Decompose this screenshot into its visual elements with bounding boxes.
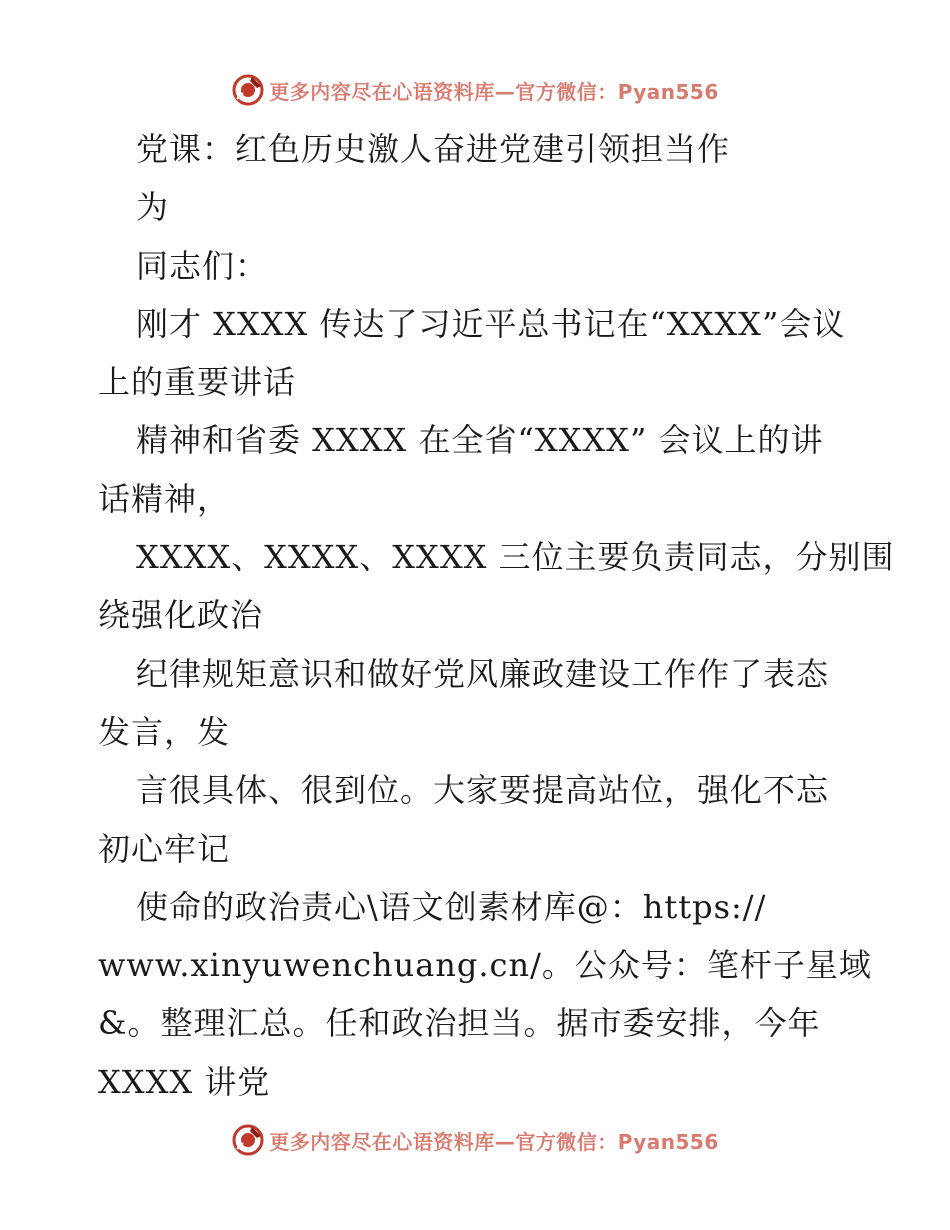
watermark-footer: [0, 1120, 950, 1160]
text-line: 绕强化政治: [98, 596, 264, 635]
watermark-header: [0, 70, 950, 110]
logo-icon: [231, 1123, 265, 1157]
text-line: 发言，发: [98, 712, 231, 751]
text-line: 言很具体、很到位。大家要提高站位，强化不忘: [136, 771, 830, 810]
logo-icon: [231, 73, 265, 107]
text-line: 刚才 XXXX 传达了习近平总书记在“XXXX”会议: [136, 304, 846, 343]
text-line: &。整理汇总。任和政治担当。据市委安排，今年: [98, 1004, 821, 1043]
text-line: 为: [136, 188, 170, 227]
text-line: 初心牢记: [98, 829, 231, 868]
text-line: 使命的政治责心\语文创素材库@：https://: [136, 887, 767, 926]
text-line: 纪律规矩意识和做好党风廉政建设工作作了表态: [136, 654, 830, 693]
text-line: XXXX、XXXX、XXXX 三位主要负责同志，分别围: [136, 538, 895, 577]
text-line: 话精神，: [98, 479, 231, 518]
text-line: 党课：红色历史激人奋进党建引领担当作: [136, 130, 731, 168]
watermark-text: 更多内容尽在心语资料库—官方微信：Pyan556: [269, 1129, 719, 1154]
document-body: [98, 120, 895, 1111]
text-line: www.xinyuwenchuang.cn/。公众号：笔杆子星域: [98, 946, 872, 985]
text-line: 上的重要讲话: [98, 363, 297, 402]
text-line: XXXX 讲党: [98, 1062, 271, 1101]
text-line: 同志们：: [136, 246, 269, 285]
text-line: 精神和省委 XXXX 在全省“XXXX” 会议上的讲: [136, 421, 824, 460]
watermark-text: 更多内容尽在心语资料库—官方微信：Pyan556: [269, 79, 719, 104]
